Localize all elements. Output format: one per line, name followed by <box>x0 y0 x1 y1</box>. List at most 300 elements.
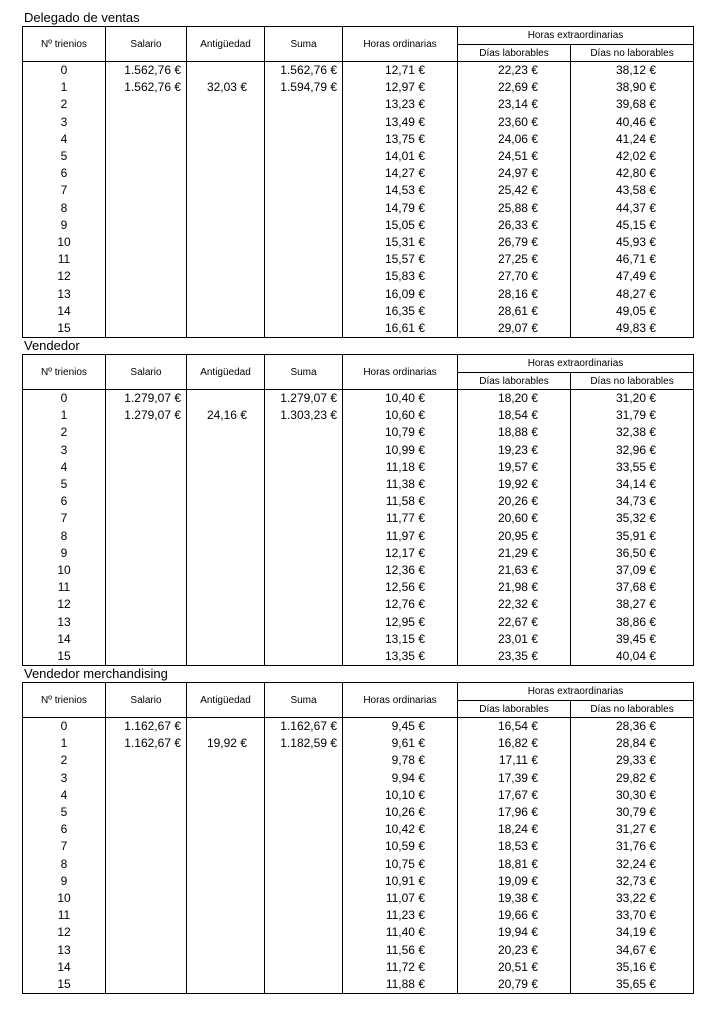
cell-horas-ordinarias: 14,01 € <box>343 148 458 165</box>
cell-antiguedad <box>187 390 265 408</box>
cell-salario <box>106 838 187 855</box>
cell-antiguedad <box>187 62 265 80</box>
cell-dias-laborables: 29,07 € <box>458 320 571 338</box>
cell-horas-ordinarias: 12,76 € <box>343 596 458 613</box>
cell-horas-ordinarias: 9,94 € <box>343 770 458 787</box>
cell-trienios: 6 <box>23 821 106 838</box>
cell-horas-ordinarias: 10,59 € <box>343 838 458 855</box>
cell-antiguedad <box>187 752 265 769</box>
cell-salario: 1.279,07 € <box>106 407 187 424</box>
cell-dias-no-laborables: 35,32 € <box>571 510 694 527</box>
cell-dias-laborables: 20,23 € <box>458 942 571 959</box>
cell-suma <box>265 114 343 131</box>
header-horas-ordinarias: Horas ordinarias <box>343 683 458 718</box>
cell-dias-no-laborables: 38,12 € <box>571 62 694 80</box>
cell-antiguedad <box>187 856 265 873</box>
header-horas-extraordinarias: Horas extraordinarias <box>458 355 694 373</box>
salary-table <box>22 354 694 666</box>
table-row <box>23 528 694 545</box>
cell-salario: 1.162,67 € <box>106 735 187 752</box>
cell-salario <box>106 148 187 165</box>
cell-antiguedad <box>187 234 265 251</box>
table-row <box>23 856 694 873</box>
cell-suma <box>265 856 343 873</box>
cell-dias-laborables: 24,97 € <box>458 165 571 182</box>
cell-trienios: 1 <box>23 735 106 752</box>
cell-dias-no-laborables: 31,20 € <box>571 390 694 408</box>
cell-antiguedad <box>187 787 265 804</box>
cell-dias-laborables: 22,32 € <box>458 596 571 613</box>
cell-trienios: 9 <box>23 545 106 562</box>
cell-trienios: 14 <box>23 303 106 320</box>
header-dias-no-laborables: Días no laborables <box>571 701 694 718</box>
cell-antiguedad <box>187 251 265 268</box>
cell-salario <box>106 614 187 631</box>
cell-trienios: 7 <box>23 510 106 527</box>
cell-suma <box>265 424 343 441</box>
cell-trienios: 7 <box>23 838 106 855</box>
cell-horas-ordinarias: 16,61 € <box>343 320 458 338</box>
cell-dias-no-laborables: 43,58 € <box>571 182 694 199</box>
header-antiguedad: Antigüedad <box>187 27 265 62</box>
cell-salario: 1.562,76 € <box>106 62 187 80</box>
cell-dias-laborables: 19,94 € <box>458 924 571 941</box>
cell-antiguedad <box>187 182 265 199</box>
cell-suma <box>265 217 343 234</box>
table-row <box>23 924 694 941</box>
table-row <box>23 165 694 182</box>
table-row <box>23 735 694 752</box>
cell-antiguedad: 24,16 € <box>187 407 265 424</box>
section-delegado-de-ventas <box>22 10 693 338</box>
cell-antiguedad <box>187 528 265 545</box>
cell-dias-no-laborables: 38,90 € <box>571 79 694 96</box>
cell-suma <box>265 631 343 648</box>
cell-suma <box>265 838 343 855</box>
cell-suma <box>265 165 343 182</box>
cell-trienios: 7 <box>23 182 106 199</box>
header-horas-ordinarias: Horas ordinarias <box>343 355 458 390</box>
cell-horas-ordinarias: 11,07 € <box>343 890 458 907</box>
cell-suma <box>265 234 343 251</box>
cell-dias-no-laborables: 38,27 € <box>571 596 694 613</box>
cell-dias-no-laborables: 34,67 € <box>571 942 694 959</box>
cell-trienios: 11 <box>23 251 106 268</box>
cell-salario <box>106 596 187 613</box>
table-row <box>23 976 694 994</box>
cell-dias-laborables: 19,66 € <box>458 907 571 924</box>
cell-horas-ordinarias: 11,58 € <box>343 493 458 510</box>
table-row <box>23 942 694 959</box>
cell-horas-ordinarias: 10,79 € <box>343 424 458 441</box>
cell-dias-no-laborables: 35,91 € <box>571 528 694 545</box>
cell-salario <box>106 976 187 994</box>
cell-trienios: 6 <box>23 493 106 510</box>
cell-horas-ordinarias: 10,42 € <box>343 821 458 838</box>
cell-dias-no-laborables: 37,68 € <box>571 579 694 596</box>
cell-suma <box>265 942 343 959</box>
header-dias-laborables: Días laborables <box>458 701 571 718</box>
cell-antiguedad <box>187 907 265 924</box>
cell-antiguedad <box>187 804 265 821</box>
cell-dias-no-laborables: 48,27 € <box>571 286 694 303</box>
cell-suma <box>265 510 343 527</box>
cell-horas-ordinarias: 11,18 € <box>343 459 458 476</box>
table-header <box>23 27 694 62</box>
table-row <box>23 510 694 527</box>
cell-dias-laborables: 26,79 € <box>458 234 571 251</box>
cell-antiguedad <box>187 320 265 338</box>
cell-trienios: 3 <box>23 114 106 131</box>
cell-dias-laborables: 22,69 € <box>458 79 571 96</box>
cell-dias-laborables: 27,70 € <box>458 268 571 285</box>
header-suma: Suma <box>265 683 343 718</box>
table-row <box>23 217 694 234</box>
cell-dias-laborables: 20,51 € <box>458 959 571 976</box>
table-row <box>23 752 694 769</box>
table-row <box>23 804 694 821</box>
cell-horas-ordinarias: 16,09 € <box>343 286 458 303</box>
cell-antiguedad <box>187 959 265 976</box>
cell-salario <box>106 131 187 148</box>
cell-horas-ordinarias: 14,79 € <box>343 200 458 217</box>
cell-dias-laborables: 19,38 € <box>458 890 571 907</box>
header-horas-extraordinarias: Horas extraordinarias <box>458 683 694 701</box>
section-title: Vendedor merchandising <box>24 666 168 681</box>
cell-suma <box>265 907 343 924</box>
cell-antiguedad <box>187 821 265 838</box>
cell-dias-no-laborables: 49,05 € <box>571 303 694 320</box>
table-row <box>23 114 694 131</box>
table-row <box>23 873 694 890</box>
cell-horas-ordinarias: 13,75 € <box>343 131 458 148</box>
cell-dias-no-laborables: 32,24 € <box>571 856 694 873</box>
cell-dias-no-laborables: 30,79 € <box>571 804 694 821</box>
cell-trienios: 5 <box>23 804 106 821</box>
header-horas-ordinarias: Horas ordinarias <box>343 27 458 62</box>
cell-suma <box>265 303 343 320</box>
cell-dias-no-laborables: 47,49 € <box>571 268 694 285</box>
cell-dias-no-laborables: 32,96 € <box>571 442 694 459</box>
cell-salario <box>106 96 187 113</box>
cell-dias-laborables: 20,79 € <box>458 976 571 994</box>
cell-dias-laborables: 17,96 € <box>458 804 571 821</box>
cell-trienios: 14 <box>23 959 106 976</box>
cell-dias-no-laborables: 34,14 € <box>571 476 694 493</box>
cell-horas-ordinarias: 11,88 € <box>343 976 458 994</box>
header-antiguedad: Antigüedad <box>187 683 265 718</box>
cell-trienios: 12 <box>23 268 106 285</box>
cell-dias-no-laborables: 33,22 € <box>571 890 694 907</box>
cell-salario <box>106 924 187 941</box>
cell-trienios: 8 <box>23 528 106 545</box>
cell-trienios: 2 <box>23 752 106 769</box>
section-vendedor-merchandising <box>22 666 693 994</box>
cell-dias-laborables: 24,51 € <box>458 148 571 165</box>
cell-trienios: 5 <box>23 148 106 165</box>
cell-horas-ordinarias: 10,60 € <box>343 407 458 424</box>
cell-antiguedad <box>187 442 265 459</box>
cell-horas-ordinarias: 11,97 € <box>343 528 458 545</box>
cell-antiguedad <box>187 217 265 234</box>
cell-dias-laborables: 16,82 € <box>458 735 571 752</box>
cell-dias-laborables: 17,11 € <box>458 752 571 769</box>
table-row <box>23 821 694 838</box>
header-dias-laborables: Días laborables <box>458 373 571 390</box>
cell-suma <box>265 596 343 613</box>
cell-dias-laborables: 27,25 € <box>458 251 571 268</box>
cell-suma <box>265 96 343 113</box>
table-row <box>23 614 694 631</box>
cell-salario <box>106 303 187 320</box>
cell-trienios: 8 <box>23 200 106 217</box>
cell-salario <box>106 200 187 217</box>
cell-antiguedad <box>187 96 265 113</box>
cell-dias-laborables: 22,23 € <box>458 62 571 80</box>
cell-antiguedad <box>187 510 265 527</box>
cell-dias-laborables: 18,81 € <box>458 856 571 873</box>
cell-antiguedad <box>187 924 265 941</box>
cell-dias-laborables: 18,88 € <box>458 424 571 441</box>
cell-antiguedad <box>187 562 265 579</box>
table-row <box>23 631 694 648</box>
cell-dias-laborables: 16,54 € <box>458 718 571 736</box>
table-row <box>23 459 694 476</box>
cell-trienios: 9 <box>23 217 106 234</box>
table-row <box>23 959 694 976</box>
cell-antiguedad <box>187 631 265 648</box>
cell-suma <box>265 787 343 804</box>
cell-dias-laborables: 21,63 € <box>458 562 571 579</box>
cell-dias-laborables: 18,53 € <box>458 838 571 855</box>
cell-suma <box>265 493 343 510</box>
cell-trienios: 15 <box>23 976 106 994</box>
cell-salario <box>106 493 187 510</box>
cell-dias-no-laborables: 28,84 € <box>571 735 694 752</box>
section-title: Vendedor <box>24 338 80 353</box>
cell-suma <box>265 251 343 268</box>
cell-salario <box>106 856 187 873</box>
cell-suma: 1.562,76 € <box>265 62 343 80</box>
cell-dias-no-laborables: 40,46 € <box>571 114 694 131</box>
cell-dias-laborables: 25,88 € <box>458 200 571 217</box>
cell-suma <box>265 131 343 148</box>
cell-dias-laborables: 19,23 € <box>458 442 571 459</box>
cell-horas-ordinarias: 11,56 € <box>343 942 458 959</box>
cell-horas-ordinarias: 10,40 € <box>343 390 458 408</box>
cell-trienios: 3 <box>23 770 106 787</box>
cell-antiguedad <box>187 114 265 131</box>
cell-trienios: 15 <box>23 648 106 666</box>
cell-suma <box>265 804 343 821</box>
table-row <box>23 424 694 441</box>
cell-trienios: 2 <box>23 424 106 441</box>
cell-antiguedad: 32,03 € <box>187 79 265 96</box>
cell-horas-ordinarias: 9,78 € <box>343 752 458 769</box>
table-row <box>23 476 694 493</box>
cell-salario: 1.162,67 € <box>106 718 187 736</box>
cell-antiguedad <box>187 614 265 631</box>
cell-salario <box>106 424 187 441</box>
cell-antiguedad <box>187 303 265 320</box>
cell-salario <box>106 459 187 476</box>
cell-horas-ordinarias: 10,26 € <box>343 804 458 821</box>
table-body <box>23 718 694 994</box>
cell-horas-ordinarias: 10,75 € <box>343 856 458 873</box>
cell-antiguedad: 19,92 € <box>187 735 265 752</box>
cell-trienios: 1 <box>23 79 106 96</box>
cell-dias-laborables: 20,95 € <box>458 528 571 545</box>
cell-trienios: 0 <box>23 390 106 408</box>
cell-trienios: 1 <box>23 407 106 424</box>
table-row <box>23 493 694 510</box>
cell-antiguedad <box>187 148 265 165</box>
cell-dias-laborables: 23,01 € <box>458 631 571 648</box>
cell-salario <box>106 165 187 182</box>
cell-trienios: 6 <box>23 165 106 182</box>
table-row <box>23 545 694 562</box>
cell-suma <box>265 286 343 303</box>
cell-horas-ordinarias: 11,40 € <box>343 924 458 941</box>
cell-salario <box>106 770 187 787</box>
cell-suma <box>265 873 343 890</box>
cell-dias-laborables: 20,26 € <box>458 493 571 510</box>
table-row <box>23 148 694 165</box>
cell-horas-ordinarias: 9,45 € <box>343 718 458 736</box>
cell-dias-no-laborables: 42,80 € <box>571 165 694 182</box>
cell-suma <box>265 562 343 579</box>
cell-horas-ordinarias: 10,99 € <box>343 442 458 459</box>
cell-antiguedad <box>187 200 265 217</box>
cell-antiguedad <box>187 873 265 890</box>
salary-table <box>22 26 694 338</box>
cell-salario <box>106 890 187 907</box>
cell-dias-laborables: 17,67 € <box>458 787 571 804</box>
cell-salario <box>106 821 187 838</box>
cell-suma <box>265 924 343 941</box>
table-row <box>23 787 694 804</box>
cell-horas-ordinarias: 14,27 € <box>343 165 458 182</box>
cell-suma <box>265 442 343 459</box>
cell-antiguedad <box>187 459 265 476</box>
cell-dias-no-laborables: 44,37 € <box>571 200 694 217</box>
cell-trienios: 11 <box>23 579 106 596</box>
cell-antiguedad <box>187 165 265 182</box>
cell-salario <box>106 752 187 769</box>
cell-antiguedad <box>187 648 265 666</box>
cell-horas-ordinarias: 12,56 € <box>343 579 458 596</box>
table-row <box>23 838 694 855</box>
cell-suma <box>265 320 343 338</box>
cell-trienios: 12 <box>23 596 106 613</box>
cell-dias-laborables: 25,42 € <box>458 182 571 199</box>
cell-suma <box>265 182 343 199</box>
cell-suma <box>265 528 343 545</box>
cell-horas-ordinarias: 11,23 € <box>343 907 458 924</box>
cell-dias-no-laborables: 32,73 € <box>571 873 694 890</box>
cell-dias-laborables: 18,54 € <box>458 407 571 424</box>
cell-suma: 1.279,07 € <box>265 390 343 408</box>
cell-dias-no-laborables: 29,33 € <box>571 752 694 769</box>
table-row <box>23 200 694 217</box>
table-row <box>23 562 694 579</box>
cell-dias-laborables: 18,24 € <box>458 821 571 838</box>
cell-dias-laborables: 17,39 € <box>458 770 571 787</box>
cell-salario <box>106 217 187 234</box>
cell-trienios: 4 <box>23 459 106 476</box>
cell-horas-ordinarias: 12,36 € <box>343 562 458 579</box>
cell-horas-ordinarias: 12,97 € <box>343 79 458 96</box>
table-row <box>23 182 694 199</box>
cell-horas-ordinarias: 13,15 € <box>343 631 458 648</box>
cell-dias-laborables: 23,60 € <box>458 114 571 131</box>
cell-trienios: 12 <box>23 924 106 941</box>
table-row <box>23 268 694 285</box>
cell-dias-no-laborables: 36,50 € <box>571 545 694 562</box>
cell-dias-no-laborables: 31,76 € <box>571 838 694 855</box>
cell-suma <box>265 890 343 907</box>
cell-dias-no-laborables: 35,65 € <box>571 976 694 994</box>
cell-suma <box>265 821 343 838</box>
table-row <box>23 96 694 113</box>
cell-horas-ordinarias: 14,53 € <box>343 182 458 199</box>
cell-dias-no-laborables: 33,55 € <box>571 459 694 476</box>
table-body <box>23 390 694 666</box>
cell-antiguedad <box>187 770 265 787</box>
cell-horas-ordinarias: 13,49 € <box>343 114 458 131</box>
cell-horas-ordinarias: 12,71 € <box>343 62 458 80</box>
table-body <box>23 62 694 338</box>
cell-horas-ordinarias: 15,05 € <box>343 217 458 234</box>
cell-horas-ordinarias: 11,38 € <box>343 476 458 493</box>
cell-dias-no-laborables: 49,83 € <box>571 320 694 338</box>
header-trienios: Nº trienios <box>23 683 106 718</box>
table-row <box>23 390 694 408</box>
cell-suma <box>265 752 343 769</box>
cell-dias-no-laborables: 42,02 € <box>571 148 694 165</box>
table-row <box>23 79 694 96</box>
cell-horas-ordinarias: 9,61 € <box>343 735 458 752</box>
cell-salario <box>106 562 187 579</box>
cell-trienios: 9 <box>23 873 106 890</box>
cell-salario <box>106 114 187 131</box>
cell-salario <box>106 648 187 666</box>
table-row <box>23 407 694 424</box>
cell-salario <box>106 510 187 527</box>
cell-trienios: 4 <box>23 787 106 804</box>
cell-suma: 1.162,67 € <box>265 718 343 736</box>
header-suma: Suma <box>265 355 343 390</box>
cell-salario <box>106 476 187 493</box>
cell-trienios: 10 <box>23 234 106 251</box>
cell-dias-no-laborables: 35,16 € <box>571 959 694 976</box>
cell-salario <box>106 873 187 890</box>
header-antiguedad: Antigüedad <box>187 355 265 390</box>
cell-salario <box>106 251 187 268</box>
cell-trienios: 10 <box>23 562 106 579</box>
cell-horas-ordinarias: 11,77 € <box>343 510 458 527</box>
cell-antiguedad <box>187 718 265 736</box>
cell-trienios: 4 <box>23 131 106 148</box>
cell-trienios: 3 <box>23 442 106 459</box>
cell-salario: 1.279,07 € <box>106 390 187 408</box>
cell-dias-laborables: 28,61 € <box>458 303 571 320</box>
cell-horas-ordinarias: 11,72 € <box>343 959 458 976</box>
cell-horas-ordinarias: 12,17 € <box>343 545 458 562</box>
cell-salario <box>106 959 187 976</box>
header-salario: Salario <box>106 27 187 62</box>
cell-trienios: 5 <box>23 476 106 493</box>
